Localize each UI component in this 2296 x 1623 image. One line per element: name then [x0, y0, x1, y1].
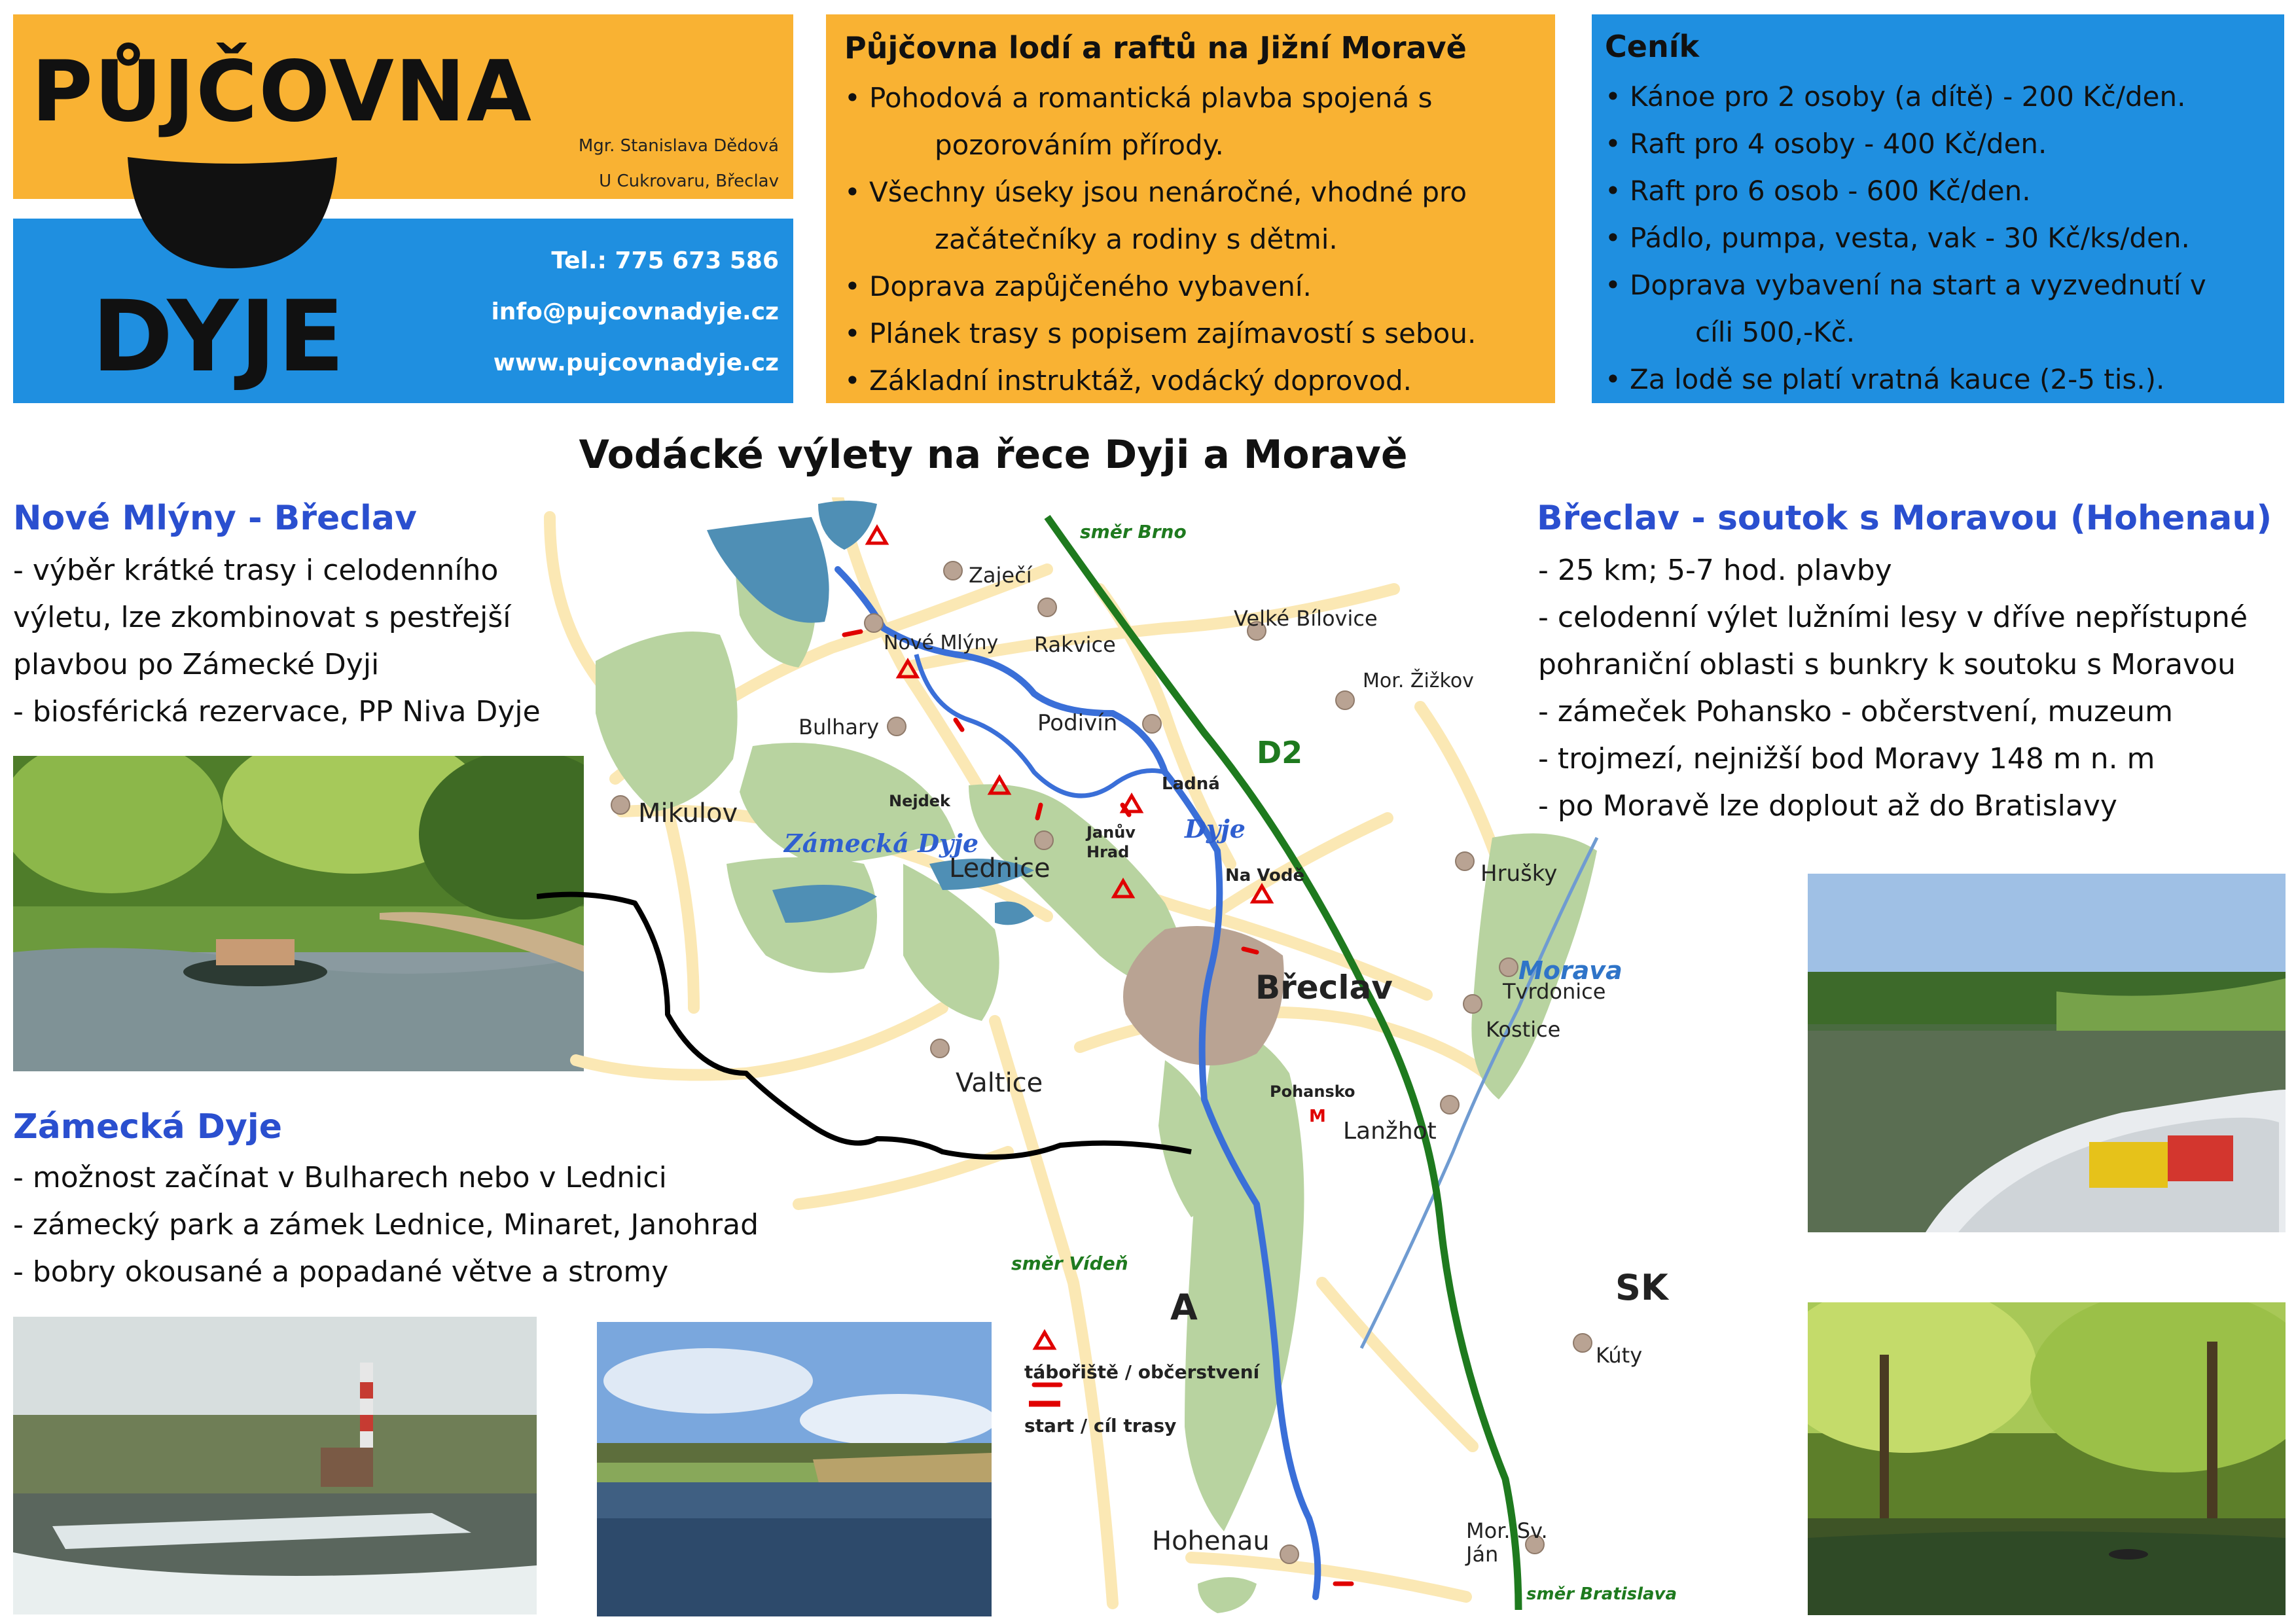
map-town-valtice: Valtice	[956, 1068, 1043, 1098]
bullet-icon: •	[844, 176, 861, 208]
map-town-jan: Ján	[1466, 1542, 1499, 1567]
map-river-zamecka-dyje: Zámecká Dyje	[784, 829, 979, 858]
pricelist-item-text: Pádlo, pumpa, vesta, vak - 30 Kč/ks/den.	[1630, 222, 2190, 254]
logo-word-dyje: DYJE	[92, 280, 346, 394]
pricelist-item-text: Doprava vybavení na start a vyzvednutí v	[1630, 269, 2206, 301]
map-town-pohansko: Pohansko	[1270, 1082, 1355, 1101]
section-breclav-text: - 25 km; 5-7 hod. plavby - celodenní výlet lužními lesy v dříve nepřístupné pohraniční oblasti s bunkry k soutoku s Moravou - zámeček Pohansko - občerstvení, muzeum - trojmezí, nejnižší bod Moravy 148 m n. m - po Moravě lze doplout až do Bratislavy	[1538, 554, 2248, 823]
bullet-icon: •	[1605, 363, 1621, 395]
intro-item-text: Plánek trasy s popisem zajímavostí s sebou.	[869, 317, 1477, 349]
map-town-podivin: Podivín	[1037, 710, 1118, 736]
intro-item	[844, 357, 1539, 404]
map-country-austria: A	[1170, 1287, 1198, 1328]
pricelist-item-text: Raft pro 6 osob - 600 Kč/den.	[1630, 175, 2031, 207]
bullet-icon: •	[1605, 269, 1621, 301]
section-zamecka-title: Zámecká Dyje	[13, 1107, 282, 1147]
pricelist-box	[1592, 14, 2284, 403]
bullet-icon: •	[1605, 222, 1621, 254]
intro-item-text: Všechny úseky jsou nenáročné, vhodné pro	[869, 176, 1467, 208]
pricelist-item-text: Raft pro 4 osoby - 400 Kč/den.	[1630, 128, 2047, 160]
map-town-nove-mlyny: Nové Mlýny	[884, 632, 999, 654]
pricelist-item-text: Kánoe pro 2 osoby (a dítě) - 200 Kč/den.	[1630, 80, 2186, 113]
map-town-kuty: Kúty	[1596, 1343, 1643, 1368]
map-town-rakvice: Rakvice	[1034, 632, 1116, 657]
pricelist-title: Ceník	[1605, 29, 1700, 64]
pricelist-item-continuation: cíli 500,-Kč.	[1695, 316, 1856, 348]
pricelist-item	[1605, 356, 2269, 403]
photo-canoe-forest	[1808, 1302, 2286, 1615]
owner-info	[511, 128, 779, 199]
map-legend-camp: tábořiště / občerstvení	[1024, 1361, 1260, 1383]
bullet-icon: •	[1605, 80, 1621, 113]
map-town-mor-zizkov: Mor. Žižkov	[1363, 669, 1474, 692]
map-town-lanzhot: Lanžhot	[1343, 1118, 1437, 1145]
photo-canoe-bow	[1808, 874, 2286, 1232]
photo-weir-lighthouse	[13, 1317, 537, 1614]
map-town-kostice: Kostice	[1486, 1017, 1561, 1042]
map-town-ladna: Ladná	[1162, 774, 1220, 794]
river-morava	[1361, 838, 1597, 1348]
intro-item	[844, 310, 1539, 357]
intro-item-text: Základní instruktáž, vodácký doprovod.	[869, 365, 1412, 397]
map-town-hohenau: Hohenau	[1152, 1526, 1270, 1556]
intro-item	[844, 75, 1539, 169]
pricelist-item	[1605, 168, 2269, 215]
map-town-velke-bilovice: Velké Bílovice	[1234, 606, 1378, 631]
map-museum-mark: M	[1309, 1107, 1326, 1126]
map-town-mikulov: Mikulov	[638, 798, 738, 829]
pricelist-item	[1605, 262, 2269, 356]
map-town-mor-sv: Mor. Sv.	[1466, 1518, 1548, 1543]
map-town-nejdek: Nejdek	[889, 792, 951, 810]
legend-camp-icon	[1035, 1332, 1054, 1348]
map-town-breclav: Břeclav	[1255, 969, 1393, 1007]
map-town-hrusky: Hrušky	[1480, 861, 1558, 887]
pricelist-list	[1605, 73, 2269, 403]
contact-info	[419, 236, 779, 389]
map-town-na-vode: Na Vodě	[1225, 866, 1305, 885]
intro-item	[844, 169, 1539, 263]
section-nove-mlyny-text: - výběr krátké trasy i celodenního výletu, lze zkombinovat s pestřejší plavbou po Zámecké Dyji - biosférická rezervace, PP Niva Dyje	[13, 554, 541, 728]
intro-item-continuation: začátečníky a rodiny s dětmi.	[935, 223, 1338, 255]
intro-item	[844, 263, 1539, 310]
owner-name: Mgr. Stanislava Dědová	[578, 136, 779, 156]
bullet-icon: •	[844, 365, 861, 397]
logo-word-pujcovna: PŮJČOVNA	[31, 43, 533, 141]
intro-title: Půjčovna lodí a raftů na Jižní Moravě	[844, 30, 1467, 65]
map-town-januv: Janův	[1086, 823, 1136, 842]
bullet-icon: •	[844, 270, 861, 302]
map-town-hrad: Hrad	[1086, 843, 1130, 861]
pricelist-item-text: Za lodě se platí vratná kauce (2-5 tis.).	[1630, 363, 2165, 395]
map-town-bulhary: Bulhary	[798, 715, 880, 740]
map-direction-viden: směr Vídeň	[1011, 1253, 1128, 1274]
page-title: Vodácké výlety na řece Dyji a Moravě	[579, 432, 1408, 478]
section-nove-mlyny	[13, 499, 589, 736]
intro-item-text: Doprava zapůjčeného vybavení.	[869, 270, 1312, 302]
route-map	[537, 497, 1800, 1616]
owner-address: U Cukrovaru, Břeclav	[599, 171, 779, 191]
bullet-icon: •	[844, 317, 861, 349]
web-link[interactable]: www.pujcovnadyje.cz	[493, 349, 779, 376]
pricelist-item	[1605, 215, 2269, 262]
intro-item-text: Pohodová a romantická plavba spojená s	[869, 82, 1433, 114]
intro-item-continuation: pozorováním přírody.	[935, 129, 1224, 161]
boat-logo-icon	[121, 144, 344, 275]
map-river-morava: Morava	[1518, 956, 1623, 985]
intro-box	[826, 14, 1555, 403]
intro-list	[844, 75, 1539, 404]
map-country-slovakia: SK	[1615, 1267, 1668, 1308]
section-zamecka-text: - možnost začínat v Bulharech nebo v Lednici - zámecký park a zámek Lednice, Minaret, Janohrad - bobry okousané a popadané větve a stromy	[13, 1161, 759, 1289]
bullet-icon: •	[844, 82, 861, 114]
map-direction-brno: směr Brno	[1080, 521, 1187, 543]
map-river-dyje: Dyje	[1185, 814, 1246, 844]
map-town-tvrdonice: Tvrdonice	[1503, 979, 1606, 1004]
section-nove-mlyny-title: Nové Mlýny - Břeclav	[13, 499, 417, 538]
map-town-lednice: Lednice	[949, 853, 1050, 883]
map-road-d2: D2	[1257, 735, 1303, 770]
map-direction-bratislava: směr Bratislava	[1526, 1584, 1677, 1604]
phone-number: Tel.: 775 673 586	[551, 247, 779, 274]
email-link[interactable]: info@pujcovnadyje.cz	[491, 298, 779, 325]
photo-raft-on-river	[13, 756, 584, 1071]
bullet-icon: •	[1605, 128, 1621, 160]
pricelist-item	[1605, 73, 2269, 120]
bullet-icon: •	[1605, 175, 1621, 207]
pricelist-item	[1605, 120, 2269, 168]
map-legend-start: start / cíl trasy	[1024, 1415, 1177, 1436]
section-breclav-title: Břeclav - soutok s Moravou (Hohenau)	[1537, 499, 2272, 538]
map-town-zajeci: Zaječí	[969, 563, 1032, 588]
